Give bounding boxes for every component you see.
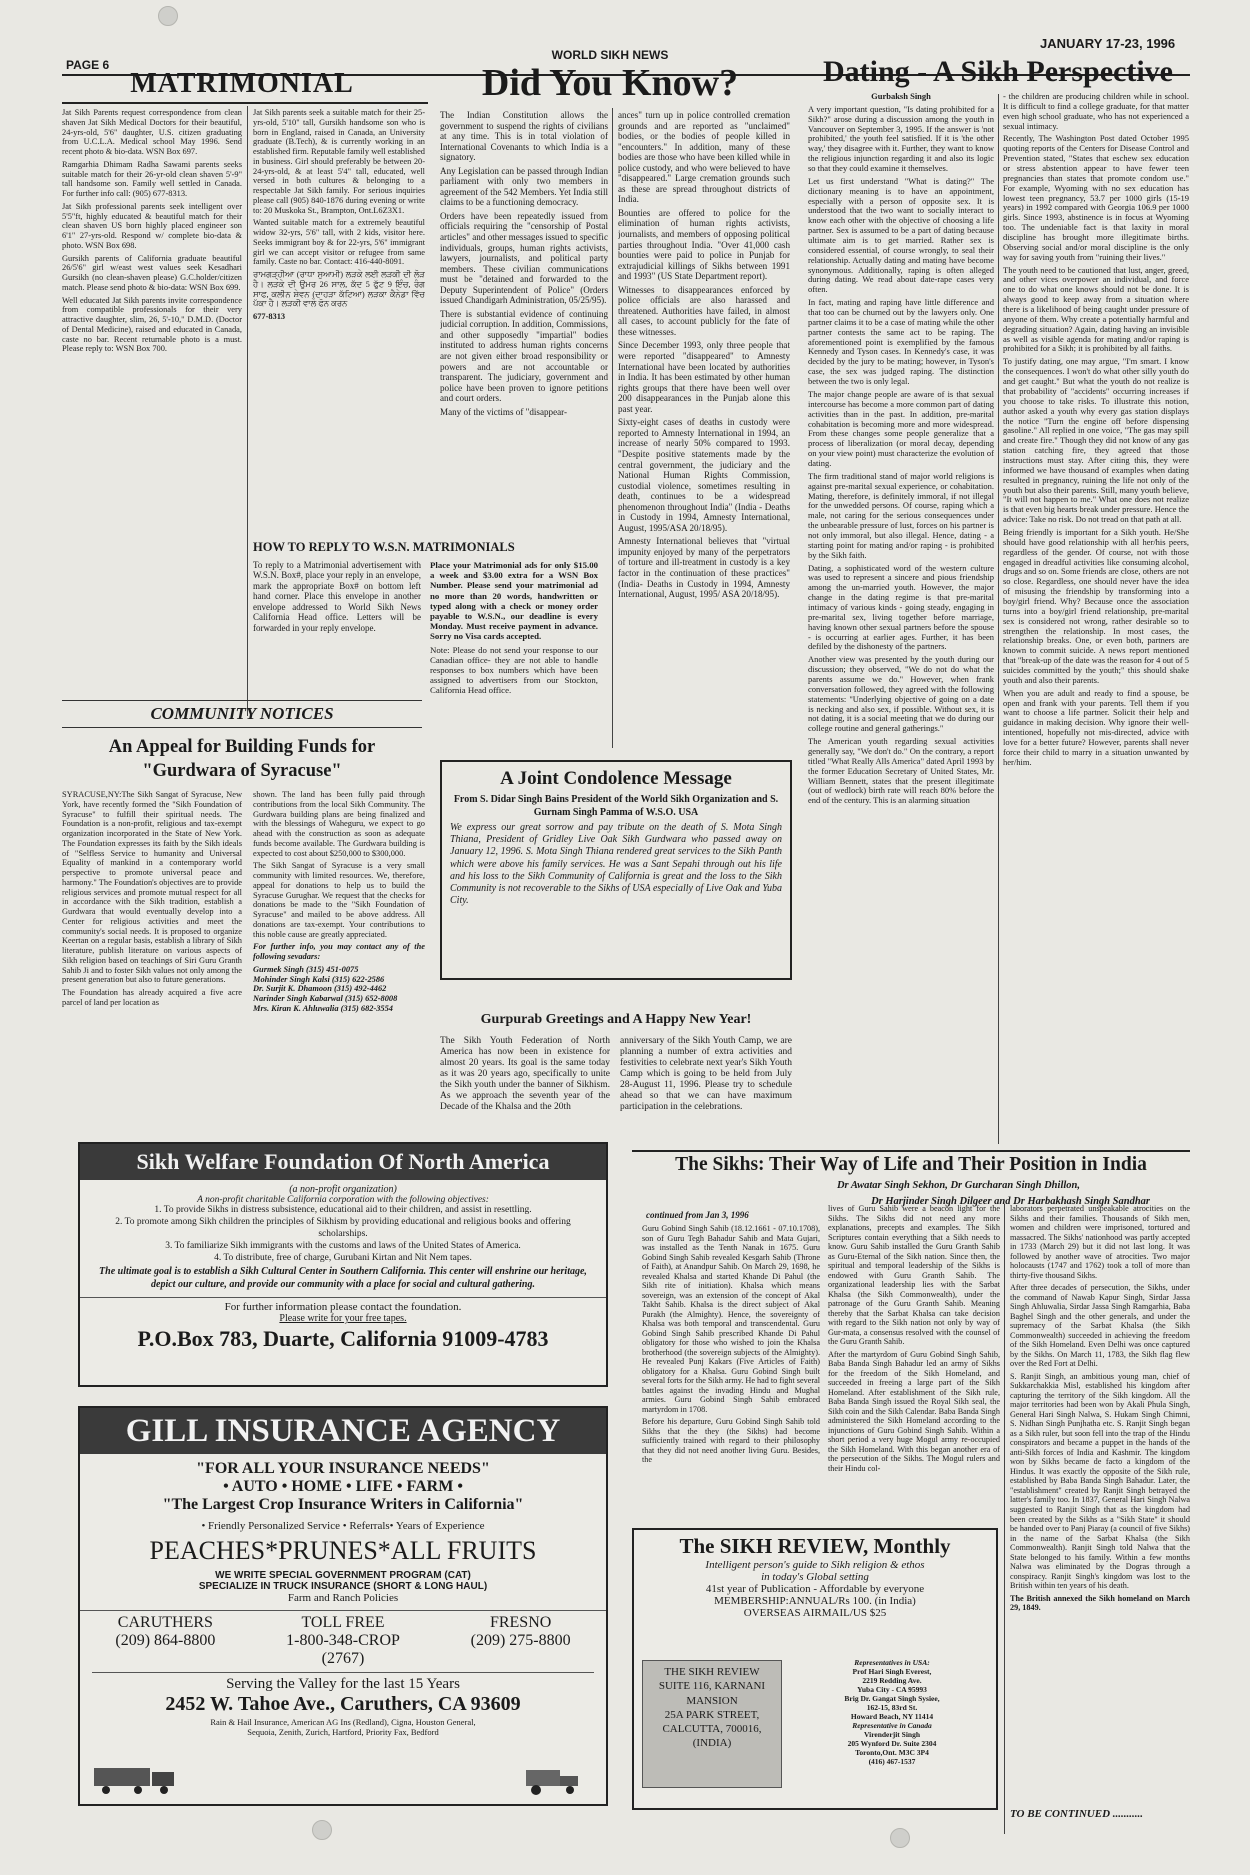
gill-fruits: PEACHES*PRUNES*ALL FRUITS <box>149 1536 537 1565</box>
dating-paragraph: Dating, a sophisticated word of the western culture was used to represent a sincere and pious friendship among the un-married youth. However, the major change in the dating regime is that pre-marital intimacy of various kinds - going steady, engaging in pre-marital sex, living together before marriage, having known other sexual partners before the spouse - is occurring at earlier ages. Further, it has been defiled by the dishonesty of the partners. <box>808 562 994 652</box>
gurpurab-column-1: The Sikh Youth Federation of North America has now been in existence for almost 20 years. Its goal is the same today as it was 20 years ago, specifically to unite the Sikh youth under the banner of Sikhism. As we approach the seventh year of the Decade of the Khalsa and the 20th <box>440 1036 610 1113</box>
rep-line: 205 Wynford Dr. Suite 2304 <box>847 1739 937 1748</box>
rep-line: 162-15, 83rd St. <box>866 1703 918 1712</box>
fact-paragraph: Sixty-eight cases of deaths in custody were reported to Amnesty International in 1994, an increase of nearly 50% compared to 1993. "Despite positive statements made by the central government, the judiciary and the National Human Rights Commission, custodial violence, sometimes resulting in death, continues to be a widespread phenomenon throughout India" (India - Deaths in Custody in 1994, Amnesty International, August, 1995/ASA 20/18/95). <box>618 417 790 533</box>
gurpurab-title: Gurpurab Greetings and A Happy New Year! <box>480 1012 752 1027</box>
dating-paragraph: When you are adult and ready to find a spouse, be open and frank with your parents. Tell them if you want to choose a life partner. Solicit their help and guidance in making decision. Why ignore their well-intentioned, hopefully not mis-directed, advice with love for a better future? However, parents shall never force their child to marry in a situation unwanted by her/him. <box>1003 687 1189 767</box>
gill-location-caruthers <box>115 1614 215 1668</box>
matrimonial-column-2 <box>253 108 425 548</box>
sikhs-paragraph: After three decades of persecution, the Sikhs, under the command of Nawab Kapur Singh, Sirdar Jassa Singh Ahluwalia, Sirdar Jassa Singh Ramgarhia, Baba Baghel Singh and the other generals, and under the supremacy of the Sarbat Khalsa (the Sikh Commonwealth) succeeded in achieving the freedom of the Sikh Homeland. Even Delhi was once captured by the Sikhs. On March 11, 1783, the Sikh flag flew over the Red Fort at Delhi. <box>1010 1283 1190 1369</box>
matrimonial-phone: 677-8313 <box>253 312 286 321</box>
dating-paragraph: Another view was presented by the youth during our discussion; they observed, "We do not do what the parents assume we do." However, when frank conversation followed, they agreed with the following statements: "Underlying objective of going on a date is necking and also sex, if possible. Without sex, it is not dating, it is a social meeting that we do during our college routine and general gatherings." <box>808 654 994 734</box>
dating-paragraph: The youth need to be cautioned that lust, anger, greed, and other vices overpower an individual, and force one to do what one knows should not be done. It is always good to keep away from a situation where there is a likelihood of being caught under pressure of anyone of them. Why create a potentially harmful and degrading situation? Again, dating having an invisible as well as visible agenda for mating and/or raping is prohibited for a Sikh; it is prohibited by all faiths. <box>1003 264 1189 354</box>
location-phone: (209) 864-8800 <box>115 1632 216 1650</box>
condolence-text: We express our great sorrow and pay tribute on the death of S. Mota Singh Thiana, President of Gridley Live Oak Sikh Gurdwara who passed away on January 12, 1996. S. Mota Singh Thiana rendered great services to the Sikh Panth which were above his family services. He was a Sant Sepahi through out his life and his loss to the Sikh Community of California is great and the loss to the Sikh Community is not recoverable to the Sikhs of USA especially of Live Oak and Yuba City. <box>450 822 782 907</box>
rep-line: (416) 467-1537 <box>868 1757 916 1766</box>
gill-address: 2452 W. Tahoe Ave., Caruthers, CA 93609 <box>165 1693 521 1716</box>
welfare-goal: The ultimate goal is to establish a Sikh Cultural Center in Southern California. This center will enshrine our heritage, depict our culture, and provide our community with a place for social and cultural gathering. <box>99 1266 587 1290</box>
location-name: TOLL FREE <box>301 1614 385 1632</box>
fact-paragraph: ances" turn up in police controlled cremation grounds and are reported as "unclaimed" bodies, or the bodies of people killed in "encounters." In addition, many of these bodies are those who have been killed while in police custody, and who were believed to have "disappeared." Large cremation grounds such as these are spread throughout districts of India. <box>618 110 790 205</box>
free-tapes-link[interactable]: Please write for your free tapes. <box>279 1313 407 1325</box>
sikhs-paragraph: Before his departure, Guru Gobind Singh Sahib told Sikhs that the they (the Sikhs) had become sufficiently trained with regard to their philosophy that they did not need another living Guru. Besides, the <box>642 1417 820 1465</box>
sikhs-article-authors: Dr Awatar Singh Sekhon, Dr Gurcharan Singh Dhillon, <box>836 1180 1080 1191</box>
gill-locations <box>80 1610 606 1668</box>
to-be-continued: TO BE CONTINUED ........... <box>1010 1808 1144 1820</box>
sikh-review-overseas: OVERSEAS AIRMAIL/US $25 <box>743 1607 887 1619</box>
rep-line: Brig Dr. Gangat Singh Sysiee, <box>844 1694 940 1703</box>
address-line: CALCUTTA, 700016, <box>662 1723 762 1736</box>
gill-program: WE WRITE SPECIAL GOVERNMENT PROGRAM (CAT) <box>215 1570 471 1581</box>
welfare-intro: A non-profit charitable California corporation with the following objectives: <box>197 1195 489 1205</box>
condolence-from: From S. Didar Singh Bains President of the World Sikh Organization and S. Gurnam Singh Pamma of W.S.O. USA <box>453 794 779 818</box>
sikh-review-title: The SIKH REVIEW, Monthly <box>679 1534 951 1558</box>
sikhs-paragraph: laborators perpetrated unspeakable atrocities on the Sikhs and their families. Thousands of Sikh men, women and children were imprisoned, tortured and massacred. The Sikhs' nationhood was partly accepted in 1733 (March 29) but it did not last long. It was followed by another wave of atrocities. Two major holocausts (1747 and 1762) took a toll of more than thirty-five thousand Sikhs. <box>1010 1204 1190 1280</box>
rep-line: Representative in Canada <box>852 1721 932 1730</box>
dating-column-1 <box>808 92 994 1147</box>
sikh-review-subtitle: in today's Global setting <box>761 1571 869 1583</box>
sikhs-paragraph: The British annexed the Sikh homeland on March 29, 1849. <box>1010 1593 1190 1613</box>
did-you-know-column-2 <box>618 110 790 750</box>
rep-line: Representatives in USA: <box>854 1658 930 1667</box>
contact-line: Dr. Surjit K. Dhamoon (315) 492-4462 <box>253 984 387 994</box>
address-line: 25A PARK STREET, <box>664 1708 760 1721</box>
punch-hole <box>312 1820 332 1840</box>
dating-author: Gurbaksh Singh <box>871 92 931 101</box>
sikhs-paragraph: S. Ranjit Singh, an ambitious young man, chief of Sukkarchakkia Misl, established his kingdom after capturing the territory of the Sikh kingdom. All the major territories had been won by Akali Phula Singh, General Hari Singh Nalwa, S. Hukam Singh Chimni, S. Nidhan Singh Punjhatha etc. S. Ranjit Singh began as a Sikh ruler, but soon fell into the trap of the Hindu conspirators and became a puppet in the hands of the anti-Sikh forces of India and Kashmir. The kingdom won by Sikhs became de facto a kingdom of the Hindus. It was exactly the opposite of the Sikh rule, established by Baba Banda Singh Bahadur. Later, the "establishment" created by Ranjit Singh betrayed the latter's family too. In 1837, General Hari Singh Nalwa suggested to Ranjit Singh that as the kingdom had been created by the Sikhs as a "Sikh State" it should be handed over to Panj Piaray (a council of five Sikhs) in the name of the Sarbat Khalsa (the Sikh Commonwealth). Ranjit Singh told Nalwa that the State belonged to his family. Within a few months Nalwa was eliminated by the Dogras through a conspiracy. Ranjit Singh's kingdom was lost to the British within ten years of his death. <box>1010 1371 1190 1591</box>
continued-note: continued from Jan 3, 1996 <box>646 1210 749 1220</box>
matrimonial-ad: Gursikh parents of California graduate beautiful 26/5'6" girl w/east west values seek Kesadhari Gursikh (no clean-shaven please) G.C.holder/citizen match. Please send photo & bio-data: WSN Box 699. <box>62 253 242 292</box>
location-phone: (209) 275-8800 <box>470 1632 571 1650</box>
rep-line: Yuba City - CA 95993 <box>857 1685 927 1694</box>
page-number: PAGE 6 <box>66 58 110 72</box>
sikhs-paragraph: After the martyrdom of Guru Gobind Singh Sahib, Baba Banda Singh Bahadur led an army of Sikhs for the freedom of the Sikh Homeland, and succeeded in freeing a large part of the Sikh Homeland. After establishment of the Sikh rule, Baba Banda Singh issued the Royal Sikh seal, the Sikh coin and the Sikh Calendar. Baba Banda Singh administered the Sikh Homeland according to the injunctions of Guru Gobind Singh Sahib. Within a short period a very huge Mogul army re-occupied the Sikh Homeland. With this began another era of the persecution of the Sikhs. The Mogul rulers and their Hindu col- <box>828 1349 1000 1473</box>
punch-hole <box>890 1828 910 1848</box>
sikh-review-representatives <box>792 1658 992 1806</box>
welfare-address: P.O.Box 783, Duarte, California 91009-4783 <box>137 1326 549 1352</box>
gill-program: Farm and Ranch Policies <box>287 1592 399 1604</box>
sikh-review-membership: MEMBERSHIP:ANNUAL/Rs 100. (in India) <box>714 1595 916 1607</box>
fact-paragraph: Any Legislation can be passed through Indian parliament with only two members in agreement of the 542 Members. Yet India still claims to be a functioning democracy. <box>440 165 608 208</box>
contact-line: Narinder Singh Kabarwal (315) 652-8008 <box>253 994 398 1003</box>
matrimonial-column-1 <box>62 108 242 712</box>
welfare-contact: For further information please contact the foundation. <box>80 1297 606 1313</box>
dating-paragraph: - the children are producing children while in school. It is difficult to find a college graduate, for that matter even high school graduate, who has not experienced a sexual intimacy. <box>1003 92 1189 131</box>
fact-paragraph: Witnesses to disappearances enforced by police officials are also harassed and threatened. Authorities have failed, in almost all cases, to account publicly for the fate of these witnesses. <box>618 284 790 337</box>
objective-item: 3. To familiarize Sikh immigrants with the customs and laws of the United States of America. <box>165 1240 521 1251</box>
objective-item: 1. To provide Sikhs in distress subsistence, educational aid to their children, and assist in resettling. <box>154 1205 532 1215</box>
fact-paragraph: The Indian Constitution allows the government to suspend the rights of civilians at any time. This is in total violation of International Covenants to which India is a signatory. <box>440 110 608 163</box>
fact-paragraph: Bounties are offered to police for the elimination of human rights activists, journalists, and members of opposing political parties throughout India. "Over 41,000 cash bounties were paid to police in Punjab for extrajudicial killings of Sikhs between 1991 and 1993" (US State Department report). <box>618 207 790 282</box>
gill-coverage: • AUTO • HOME • LIFE • FARM • <box>223 1478 463 1495</box>
fact-paragraph: Since December 1993, only three people that were reported "disappeared" to Amnesty International have been located by authorities in India. It has been estimated by other human rights groups that there have been well over 200 disappearances in the Punjab alone this past year. <box>618 340 790 414</box>
matrimonial-ad: Jat Sikh parents seek a suitable match for their 25-yrs-old, 5'10" tall, Gursikh handsome son who is born in England, raised in Canada, an University graduate (B.Tech), & is currently working in an established firm. Reputable family well established in business. Girl should preferably be between 20-24-yrs-old, & at least 5'4" tall, educated, well versed in both cultures & belonging to a respectable Jat Sikh family. For serious inquiries please call (905) 840-1876 during evening or write to: 20 Muskoka St., Brampton, Ont.L6Z3X1. <box>253 108 425 215</box>
contact-line: Mohinder Singh Kalsi (315) 622-2586 <box>253 974 385 984</box>
condolence-title: A Joint Condolence Message <box>500 768 732 789</box>
gill-insurance-ad <box>78 1406 608 1806</box>
community-paragraph: The Foundation has already acquired a five acre parcel of land per location as <box>62 988 242 1007</box>
issue-date: JANUARY 17-23, 1996 <box>1040 36 1176 51</box>
truck-icon <box>92 1762 182 1796</box>
pricing-text: Place your Matrimonial ads for only $15.00 a week and $3.00 extra for a WSN Box Number. Please send your matrimonial ad no more than 20 words, handwritten or typed along with a check or money order payable to W.S.N., our deadline is every Monday. Must receive payment in advance. Sorry no Visa cards accepted. <box>430 560 598 642</box>
dating-paragraph: Being friendly is important for a Sikh youth. He/She should have good relationship with all her/his peers, regardless of the gender. Of course, not with those engaged in dreadful activities like consuming alcohol, drugs and so on. Some friends are close, others are not so close. Regardless, one should never have the idea of misusing the friendship by transforming into a boy/girl friend. Why? Because once the association turns into a boy/girl friend relationship, pre-marital sex is considered not wrong, rather desirable so to strengthen the relationship. In most cases, the relationship breaks. One, or even both, partners are known to commit suicide. A news report mentioned that "break-up of the date was the reason for 4 out of 5 suicides committed by the youth;" this should shake youth and also their parents. <box>1003 526 1189 685</box>
address-line: SUITE 116, KARNANI <box>658 1680 766 1693</box>
fact-paragraph: Amnesty International believes that "virtual impunity enjoyed by many of the perpetrators of torture and ill-treatment in custody is a key factor in the continuation of these practices" (India- Deaths in Custody in 1994, Amnesty International, August, 1995/ ASA 20/18/95). <box>618 536 790 600</box>
dating-paragraph: In fact, mating and raping have little difference and that too can be churned out by the lawyers only. One partner claims it to be a case of mating while the other partner contests the same act to be raping. The aforementioned point is exemplified by the famous Kennedy and Tyson cases. In Kennedy's case, it was decided by the jury to be mating; however, in Tyson's case, the sex was judged raping. The distinction between the two is only legal. <box>808 297 994 387</box>
contact-line: Gurmek Singh (315) 451-0075 <box>253 964 359 974</box>
rep-line: Howard Beach, NY 11414 <box>850 1712 934 1721</box>
location-phone-digits: (2767) <box>321 1650 365 1668</box>
dating-paragraph: Recently, The Washington Post dated October 1995 quoting reports of the Centers for Disease Control and Prevention stated, "States that eschew sex education or stress abstention appear to have fewer teen pregnancies than states that promote condom use." For example, Wyoming with no sex education has lowest teen pregnancy, 53.7 per 1000 girls (15-19 years) in 1992 compared with Georgia 106.9 per 1000 girls. Since 1993, abstinence is in focus at Wyoming too. The undeniable fact is that laxity in moral discipline has brought more illegitimate births. Observing social and/or moral discipline is the only way for saving youth from "ruining their lives." <box>1003 133 1189 262</box>
address-line: (INDIA) <box>692 1737 732 1750</box>
objective-item: 4. To distribute, free of charge, Gurubani Kirtan and Nit Nem tapes. <box>214 1252 472 1263</box>
dating-title: Dating - A Sikh Perspective <box>823 55 1173 88</box>
fact-paragraph: Orders have been repeatedly issued from officials requiring the "censorship of Postal articles" and other messages issued to specific individuals, groups, human rights activists, lawyers, journalists, and political party members. These civilian communications must be "detained and forwarded to the Deputy Superintendent of Police" (Orders issued Chandigarh Administration, 05/25/95). <box>440 210 608 306</box>
rep-line: Toronto,Ont. M3C 3P4 <box>855 1748 929 1757</box>
pricing-note: Note: Please do not send your response to our Canadian office- they are not able to handle responses to box numbers which have been assigned to advertisers from our Stockton, California Head office. <box>430 644 598 696</box>
sikhs-article-authors: Dr Harjinder Singh Dilgeer and Dr Harbakhash Singh Sandhar <box>871 1196 1150 1207</box>
did-you-know-title: Did You Know? <box>481 62 739 104</box>
sikh-review-publication: 41st year of Publication - Affordable by everyone <box>705 1583 925 1595</box>
gill-tagline: "FOR ALL YOUR INSURANCE NEEDS" <box>196 1460 490 1477</box>
sikhs-column-3 <box>1010 1204 1190 1806</box>
sikhs-article-title: The Sikhs: Their Way of Life and Their Position in India <box>675 1154 1147 1175</box>
contact-line: Mrs. Kiran K. Ahluwalia (315) 682-3554 <box>253 1003 393 1013</box>
sikhs-paragraph: lives of Guru Sahib were a beacon light for the Sikhs. The Sikhs did not need any more explanations, precepts and examples. The Sikh Scriptures contain everything that a Sikh needs to know. Guru Sahib installed the Guru Granth Sahib as Guru-Eternal of the Sikh nation. Since then, the spiritual and temporal leadership of the Sikhs is endowed with Guru Granth Sahib. The organizational leadership lies with the Sarbat Khalsa (the Sikh Commonwealth), under the patronage of the Guru Granth Sahib. Meaning thereby that the Sarbat Khalsa can take decision with regard to the Sikh nation not only by way of Gur-mata, a consensus resolved with the counsel of the Guru Granth Sahib. <box>828 1204 1000 1347</box>
community-column-1 <box>62 790 242 1115</box>
gurpurab-column-2: anniversary of the Sikh Youth Camp, we are planning a number of extra activities and festivities to celebrate next year's Sikh Youth Camp which is going to be held from July 28-August 11, 1996. Please try to schedule ahead so that we can have maximum participation in the celebrations. <box>620 1036 792 1113</box>
dating-column-2 <box>1003 92 1189 1147</box>
punch-hole <box>158 6 178 26</box>
gill-service: • Friendly Personalized Service • Referrals• Years of Experience <box>201 1520 485 1532</box>
farm-vehicle-icon <box>516 1762 586 1796</box>
sikh-review-subtitle: Intelligent person's guide to Sikh religion & ethos <box>705 1559 925 1571</box>
gill-location-tollfree <box>286 1614 400 1668</box>
paper-name: WORLD SIKH NEWS <box>551 48 669 62</box>
community-paragraph: The Sikh Sangat of Syracuse is a very small community with limited resources. We, therefore, appeal for donations to help us to build the Syracuse Gurughar. We request that the checks for donations be made to the "Sikh Foundation of Syracuse" and mailed to be above address. All donations are tax-exempt. Your contributions to this noble cause are greatly appreciated. <box>253 861 425 939</box>
community-contact-heading: For further info, you may contact any of the following sevadars: <box>253 942 425 961</box>
dating-paragraph: The firm traditional stand of major world religions is against pre-marital sexual experience, or cohabitation. Mating, therefore, is definitely immoral, if not illegal for the unwedded persons. Of course, raping which a male, not caring for the serious consequences under the unbearable pressure of lust, forces on his partner is not only immoral, but also illegal. Hence, dating - a starting point for mating and/or raping - is prohibited by the Sikh faith. <box>808 470 994 560</box>
condolence-box <box>440 760 792 980</box>
matrimonial-ad: Well educated Jat Sikh parents invite correspondence from compatible professionals for their very attractive daughter, slim, 26, 5'-10," D.M.D. (Doctor of Dental Medicine), raised and educated in Canada, caste no bar. Recent returnable photo is a must. Please reply to: WSN Box 700. <box>62 295 242 354</box>
gill-crop-tagline: "The Largest Crop Insurance Writers in California" <box>162 1496 524 1513</box>
location-name: FRESNO <box>489 1614 552 1632</box>
sikh-review-ad <box>632 1528 998 1810</box>
dating-paragraph: The American youth regarding sexual activities generally say, "We don't do." On the contrary, a report titled "What Really Alls America" dated April 1993 by the former Education Secretary of United States, Mr. William Bennett, states that the present illegitimate (out of wedlock) birth rate will reach 80% before the end of the century. This is an alarming situation <box>808 736 994 806</box>
welfare-subtitle: (a non-profit organization) <box>289 1184 397 1195</box>
how-to-reply-pricing <box>430 560 598 735</box>
community-column-2 <box>253 790 425 1115</box>
matrimonial-ad-punjabi: ਰਾਮਗੜ੍ਹੀਆ (ਰਾਧਾ ਸੁਆਮੀ) ਲੜਕੇ ਲਈ ਲੜਕੀ ਦੀ ਲੋੜ ਹੈ। ਲੜਕੇ ਦੀ ਉਮਰ 26 ਸਾਲ, ਕੱਦ 5 ਫੁੱਟ 9 ਇੰਚ, ਰੰਗ ਸਾਫ, ਕਲੀਨ ਸ਼ੇਵਨ (ਦਾਹੜਾ ਕੱਟਿਆ) ਲੜਕਾ ਕੈਨੇਡਾ ਵਿੱਚ ਪੱਕਾ ਹੈ। ਲੜਕੀ ਵਾਲੇ ਫੋਨ ਕਰਨ <box>253 270 425 309</box>
location-phone: 1-800-348-CROP <box>286 1632 400 1650</box>
how-to-reply-instructions: To reply to a Matrimonial advertisement with W.S.N. Box#, place your reply in an envelope, mark the appropriate Box# on bottom left hand corner. Place this envelope in another envelope addressed to World Sikh News California Head office. Letters will be forwarded in your reply envelope. <box>253 560 421 633</box>
gill-location-fresno <box>471 1614 571 1668</box>
welfare-ad <box>78 1142 608 1387</box>
gill-title: GILL INSURANCE AGENCY <box>80 1408 606 1454</box>
matrimonial-ad: Jat Sikh professional parents seek intelligent over 5'5"ft, highly educated & beautiful match for their clean shaven US born highly placed engineer son 6'1" 27-yrs-old. Respond w/ complete bio-data & photo. WSN Box 698. <box>62 201 242 250</box>
fact-paragraph: Many of the victims of "disappear- <box>440 406 568 417</box>
dating-paragraph: A very important question, "Is dating prohibited for a Sikh?" arose during a discussion among the youth in Vancouver on September 3, 1995. If the answer is 'not prohibited,' the youth feel satisfied. If it is 'the other way,' they disagree with it. Further, they want to know the religious injunction regarding it and also its logic so that they could examine it themselves. <box>808 103 994 174</box>
objective-item: 2. To promote among Sikh children the principles of Sikhism by providing educational and religious books and offering scholarships. <box>115 1216 571 1239</box>
fact-paragraph: There is substantial evidence of continuing judicial corruption. In addition, Commissions, and other supposedly "impartial" bodies instituted to address human rights concerns are not given either broad responsibility or powers and are not accountable or transparent. The judiciary, government and police have been proven to ignore petitions and court orders. <box>440 308 608 404</box>
did-you-know-column-1 <box>440 110 608 540</box>
gill-serving: Serving the Valley for the last 15 Years <box>92 1672 594 1693</box>
sikh-review-address <box>642 1660 782 1788</box>
gill-partners: Rain & Hail Insurance, American AG Ins (Redland), Cigna, Houston General, Sequoia, Zenith, Zurich, Hartford, Priority Fax, Bedford <box>210 1717 476 1737</box>
community-paragraph: SYRACUSE,NY:The Sikh Sangat of Syracuse, New York, have recently formed the "Sikh Foundation of Syracuse" to fulfill their spiritual needs. The Foundation is a non-profit, religious and tax-exempt organization incorporated in the State of New York. The Foundation expresses its faith by the Sikh ideals of "Selfless Service to humanity and Universal Equality of mankind in a contemporary world perspective to promote universal peace and harmony." The Foundation's objectives are to provide religious services and promote mutual respect for all in accordance with the Sikh tradition, establish a Gurdwara that would eventually develop into a Center for religious activities and meet the community's social needs. It is proposed to organize Keertan on a regular basis, establish a library of Sikh literature, publish literature on various aspects of Sikh religion based on teachings of Siri Guru Granth Sahib Ji and to foster Sikh values not only among the present generation but also to future generations. <box>62 790 242 985</box>
sikhs-column-1 <box>642 1224 820 1524</box>
address-line: THE SIKH REVIEW <box>664 1666 760 1678</box>
matrimonial-ad: Wanted suitable match for a extremely beautiful widow 32-yrs, 5'6" tall, with 2 kids, visitor here. Seeks immigrant boy & for 22-yrs, 5'6" immigrant girl we can accept visitor or refugee from same family. Caste no bar. Contact: 416-440-8091. <box>253 218 425 267</box>
matrimonial-ad: Jat Sikh Parents request correspondence from clean shaven Jat Sikh Medical Doctors for their beautiful, 24-yrs-old, 5'6" daughter, U.S. citizen graduating from U.C.L.A. Medical school May 1996. Send recent photo & bio-data. WSN Box 697. <box>62 108 242 156</box>
gill-program: SPECIALIZE IN TRUCK INSURANCE (SHORT & LONG HAUL) <box>198 1581 488 1592</box>
dating-paragraph: Let us first understand "What is dating?" The dictionary meaning is to have an appointment, especially with a person of opposite sex. It is understood that the two want to socially interact to know each other with the objective of choosing a life partner. Sex is assumed to be a part of dating because ultimate aim is to get married. Rather sex is considered essential, of course wrongly, to seal their relationship. Actually dating and mating have become synonymous. Additionally, raping is often alleged during dating. We read about date-rape cases very often. <box>808 175 994 295</box>
community-paragraph: shown. The land has been fully paid through contributions from the local Sikh Community. The Gurdwara building plans are being finalized and with the blessings of Waheguru, we expect to go ahead with the construction as soon as adequate funds become available. The Gurdwara building is expected to cost about $250,000 to $300,000. <box>253 790 425 858</box>
location-name: CARUTHERS <box>117 1614 213 1632</box>
section-rule <box>62 102 428 104</box>
dating-paragraph: The major change people are aware of is that sexual intercourse has become a more common part of dating activities than in the past. In addition, pre-marital cohabitation is becoming more and more widespread. From these changes some people generalize that a process of liberalization (or moral decay, depending on your view point) must characterize the evolution of dating. <box>808 388 994 468</box>
matrimonial-title: MATRIMONIAL <box>130 68 354 99</box>
welfare-objectives <box>80 1205 606 1264</box>
community-notices-label: COMMUNITY NOTICES <box>62 700 422 728</box>
rep-line: 2219 Redding Ave. <box>862 1676 922 1685</box>
address-line: MANSION <box>686 1694 738 1707</box>
rep-line: Prof Hari Singh Everest, <box>852 1667 932 1676</box>
sikhs-column-2 <box>828 1204 1000 1522</box>
sikhs-paragraph: Guru Gobind Singh Sahib (18.12.1661 - 07.10.1708), son of Guru Tegh Bahadur Sahib and Mata Gujari, was installed as the Tenth Nanak in 1675. Guru Gobind Singh Sahib revealed Kesgarh Sahib (Throne of Faith), at Anandpur Sahib. On March 29, 1698, he revealed Khalsa and started Khande Di Pahul (the Sikh rite of initiation). Khalsa which means sovereign, was an extension of the concept of Akal Takht Sahib. Khalsa is the direct subject of Akal Purakh (the Almighty). Hence, the sovereignty of Khalsa was both temporal and transcendental. Guru Gobind Singh Sahib prescribed Khande Di Pahul obligatory for those who wished to join the Khalsa brotherhood (the sovereign subjects of the Almighty). He revealed Punj Kakars (Five Articles of Faith) obligatory for a Khalsa. Guru Gobind Singh built several forts for the Sikh army. He had to fight several battles against the invading Hindu and Mughal armies. Guru Gobind Singh Sahib embraced martyrdom in 1708. <box>642 1224 820 1414</box>
how-to-reply-title: HOW TO REPLY TO W.S.N. MATRIMONIALS <box>253 540 515 554</box>
community-article-title: An Appeal for Building Funds for "Gurdwara of Syracuse" <box>108 737 376 782</box>
welfare-title: Sikh Welfare Foundation Of North America <box>80 1144 606 1180</box>
dating-paragraph: To justify dating, one may argue, "I'm smart. I know the consequences. I won't do what other silly youth do and get caught." But what the youth do not realize is that probability of "accidents" occurring increases if you choose to take risks. To illustrate this notion, author asked a youth why every gas station displays the notice "Turn the engine off before dispensing gasoline." All replied in one voice, "The gas may spill and create fire." Though they did not know of any gas station catching fire, they agreed that those instructions must stay. After citing this, they were informed we have thousand of examples when dating resulted in pregnancy, ruining the life not only of the youth but also their parents. Still, many youth believe, "It will not happen to me." What one does not realize is that even big hearts break under pressure. Hence the advice: Take no risk. Do not tread on that path at all. <box>1003 356 1189 525</box>
matrimonial-ad: Ramgarhia Dhimam Radha Sawami parents seeks suitable match for their 26-yr-old clean shaven 5'-9" tall handsome son. Family well settled in Canada. For further info call: (905) 677-8313. <box>62 159 242 198</box>
rep-line: Virenderjit Singh <box>863 1730 921 1739</box>
